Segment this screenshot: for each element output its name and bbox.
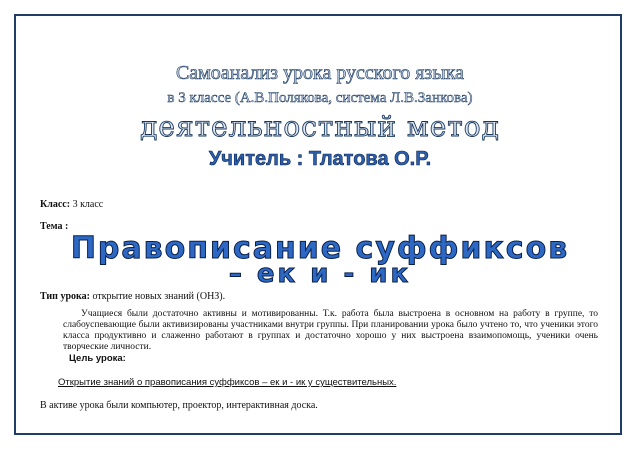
teacher-heading: Учитель : Тлатова О.Р.	[208, 148, 432, 170]
topic-line-2: – ек и - ик	[228, 259, 412, 289]
topic-label: Тема :	[40, 221, 69, 232]
lesson-type-label: Тип урока:	[40, 291, 90, 302]
lesson-type-line	[40, 291, 225, 302]
method-heading: деятельностный метод	[140, 110, 500, 143]
topic-line-1: Правописание суффиксов	[70, 231, 570, 266]
document-title: Самоанализ урока русского языка	[175, 62, 465, 84]
document-subtitle: в 3 классе (А.В.Полякова, система Л.В.Занкова)	[167, 90, 473, 106]
lesson-type-value: открытие новых знаний (ОНЗ).	[92, 291, 226, 302]
class-line	[40, 199, 103, 210]
goal-label: Цель урока:	[69, 353, 126, 364]
class-value: 3 класс	[72, 199, 104, 210]
goal-text: Открытие знаний о правописания суффиксов – ек и - ик у существительных.	[58, 377, 397, 388]
analysis-paragraph: Учащиеся были достаточно активны и мотивированны. Т.к. работа была выстроена в основном на работу в группе, то слабоуспевающие были активизированы участниками внутри группы. При планировании урока было учтено то, что ученики этого класса продуктивно и слаженно работают в группах и достаточно хорошо у них выстроена взаимопомощь, ученики очень творческие личности.	[63, 309, 598, 352]
equipment-text: В активе урока были компьютер, проектор, интерактивная доска.	[40, 400, 318, 411]
class-label: Класс:	[40, 199, 71, 210]
